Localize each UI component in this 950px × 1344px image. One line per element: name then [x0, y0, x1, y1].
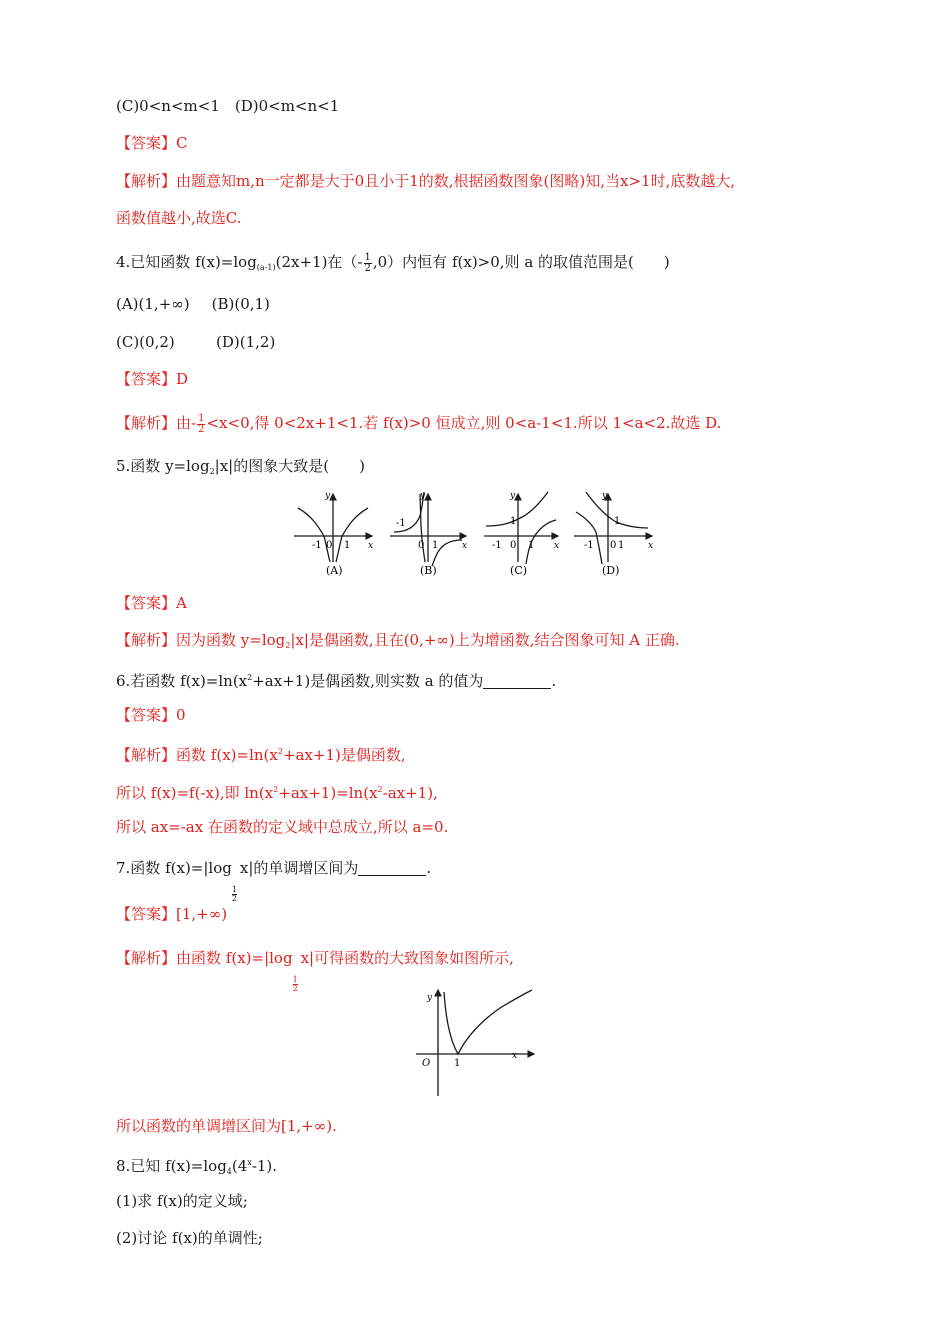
answer-tag: 【答案】 [116, 594, 177, 612]
q7-graph-origin: O [422, 1058, 431, 1069]
graph-a-caption: (A) [326, 564, 343, 577]
q7-stem-text: 7.函数 f(x)=|log [116, 859, 232, 877]
graph-a-tick-neg1: -1 [312, 540, 322, 551]
q6-answer [116, 705, 186, 725]
graph-d-tick-1: 1 [618, 540, 625, 551]
q4-option-b: (B)(0,1) [211, 295, 270, 313]
q4-option-c: (C)(0,2) [116, 333, 175, 351]
analysis-tag: 【解析】 [116, 949, 177, 967]
graph-b-tick-1: 1 [432, 540, 439, 551]
base-numerator: 1 [231, 885, 237, 894]
q7-stem-text: x|的单调增区间为 [239, 859, 359, 877]
q4-options-cd [116, 332, 275, 352]
q6-stem-text: 6.若函数 f(x)=ln(x [116, 672, 248, 690]
analysis-superscript: 2 [273, 785, 279, 794]
analysis-text: x|可得函数的大致图象如图所示, [300, 949, 514, 967]
graph-b-tick-0: 0 [418, 540, 425, 551]
base-denominator: 2 [231, 894, 237, 903]
q8-stem-text: -1). [251, 1157, 278, 1175]
q4-log-base: (a-1) [256, 263, 276, 272]
graph-c-caption: (C) [510, 564, 527, 577]
q6-stem-end: . [551, 672, 557, 690]
frac-numerator: 1 [198, 412, 205, 424]
analysis-tag: 【解析】 [116, 414, 177, 432]
q5-stem-text: |x|的图象大致是( ) [214, 457, 365, 475]
graph-a-x-label: x [368, 541, 374, 551]
q3-options-cd: (C)0<n<m<1 (D)0<m<n<1 [116, 97, 340, 115]
graph-d-tick-1-y: 1 [614, 516, 621, 527]
q6-analysis-line-3: 所以 ax=-ax 在函数的定义域中总成立,所以 a=0. [116, 818, 449, 836]
analysis-text: +ax+1)是偶函数, [282, 746, 406, 764]
q7-answer-blank [358, 861, 426, 876]
graph-b-y-label: y [420, 491, 426, 501]
q3-analysis-line-2: 函数值越小,故选C. [116, 209, 242, 227]
q6-analysis-line-1 [116, 742, 406, 765]
analysis-text: +ax+1)=ln(x [278, 784, 378, 802]
q7-stem-end: . [426, 859, 432, 877]
q4-option-a: (A)(1,+∞) [116, 295, 190, 313]
graph-d-x-label: x [648, 541, 654, 551]
analysis-text: 由题意知m,n一定都是大于0且小于1的数,根据函数图象(图略)知,当x>1时,底数越大, [176, 172, 736, 190]
analysis-text: 所以 f(x)=f(-x),即 ln(x [116, 784, 274, 802]
frac-denominator: 2 [364, 262, 371, 274]
graph-a-tick-1: 1 [344, 540, 351, 551]
q3-analysis-line-1 [116, 171, 735, 191]
q8-part-1: (1)求 f(x)的定义域; [116, 1192, 248, 1210]
graph-a-y-label: y [325, 491, 331, 501]
q7-graph-tick-1: 1 [454, 1058, 461, 1069]
q4-stem [116, 252, 670, 278]
answer-tag: 【答案】 [116, 370, 177, 388]
graph-c-tick-0: 0 [510, 540, 517, 551]
q6-superscript: 2 [247, 673, 253, 682]
answer-value: A [176, 594, 187, 612]
q7-graph-y: y [427, 993, 433, 1003]
q7-answer [116, 904, 227, 924]
graph-c-x-label: x [554, 541, 560, 551]
q8-part-2: (2)讨论 f(x)的单调性; [116, 1229, 263, 1247]
graph-d-tick-0: 0 [610, 540, 617, 551]
graph-b [390, 492, 466, 566]
analysis-log-base: 2 [285, 641, 291, 650]
graph-d [574, 492, 652, 564]
q3-answer [116, 133, 188, 153]
analysis-superscript: 2 [377, 785, 383, 794]
q4-stem-text: (2x+1)在（- [275, 253, 363, 271]
frac-numerator: 1 [364, 251, 371, 263]
graph-c-tick-1-y: 1 [510, 516, 517, 527]
q5-answer [116, 593, 187, 613]
q5-stem [116, 456, 365, 482]
q4-answer [116, 369, 188, 389]
analysis-superscript: 2 [277, 747, 283, 756]
q6-answer-blank [483, 674, 551, 689]
q4-stem-text: ,0）内恒有 f(x)>0,则 a 的取值范围是( ) [372, 253, 670, 271]
analysis-text: -ax+1), [382, 784, 438, 802]
graph-c-tick-1: 1 [528, 540, 535, 551]
graph-a [294, 494, 372, 562]
analysis-text: 由- [176, 414, 197, 432]
q6-stem [116, 668, 556, 691]
graph-b-x-label: x [462, 541, 468, 551]
q7-stem [116, 858, 432, 903]
q6-analysis-line-2 [116, 780, 438, 803]
q4-analysis [116, 413, 721, 435]
q4-stem-text: 4.已知函数 f(x)=log [116, 253, 257, 271]
graph-d-y-label: y [602, 491, 608, 501]
graph-c [484, 492, 558, 564]
analysis-tag: 【解析】 [116, 631, 177, 649]
graph-b-caption: (B) [420, 564, 437, 577]
q8-stem [116, 1153, 277, 1182]
base-numerator: 1 [292, 975, 298, 984]
graph-c-y-label: y [510, 491, 516, 501]
analysis-tag: 【解析】 [116, 172, 177, 190]
graph-c-tick-neg1: -1 [492, 540, 502, 551]
graph-a-tick-0: 0 [326, 540, 333, 551]
answer-tag: 【答案】 [116, 134, 177, 152]
analysis-text: <x<0,得 0<2x+1<1.若 f(x)>0 恒成立,则 0<a-1<1.所以 1<a<2.故选 D. [206, 414, 722, 432]
analysis-text: 由函数 f(x)=|log [176, 949, 293, 967]
analysis-text: |x|是偶函数,且在(0,+∞)上为增函数,结合图象可知 A 正确. [290, 631, 680, 649]
q7-analysis [116, 948, 514, 993]
graph-d-caption: (D) [602, 564, 620, 577]
q4-fraction [364, 253, 372, 274]
q5-stem-text: 5.函数 y=log [116, 457, 210, 475]
q7-graph [410, 984, 540, 1100]
q5-analysis [116, 630, 680, 656]
q5-log-base: 2 [209, 467, 215, 476]
analysis-fraction [197, 414, 205, 435]
answer-value: C [176, 134, 188, 152]
q8-stem-text: (4 [231, 1157, 248, 1175]
graph-d-tick-neg1: -1 [584, 540, 594, 551]
answer-value: [1,+∞) [176, 905, 228, 923]
base-denominator: 2 [292, 984, 298, 993]
frac-denominator: 2 [198, 423, 205, 435]
answer-value: D [176, 370, 189, 388]
q6-stem-text: +ax+1)是偶函数,则实数 a 的值为 [252, 672, 484, 690]
q4-options-ab [116, 294, 270, 314]
q8-log-base: 4 [226, 1167, 232, 1176]
q5-graph-options [290, 486, 660, 582]
q8-stem-text: 8.已知 f(x)=log [116, 1157, 227, 1175]
q7-graph-x: x [512, 1051, 518, 1061]
q8-superscript: x [247, 1158, 252, 1167]
graph-b-tick-neg1: -1 [396, 518, 406, 529]
analysis-text: 函数 f(x)=ln(x [176, 746, 278, 764]
answer-tag: 【答案】 [116, 905, 177, 923]
answer-tag: 【答案】 [116, 706, 177, 724]
analysis-tag: 【解析】 [116, 746, 177, 764]
analysis-text: 因为函数 y=log [176, 631, 286, 649]
answer-value: 0 [176, 706, 186, 724]
q7-conclusion: 所以函数的单调增区间为[1,+∞). [116, 1117, 337, 1135]
q4-option-d: (D)(1,2) [216, 333, 276, 351]
